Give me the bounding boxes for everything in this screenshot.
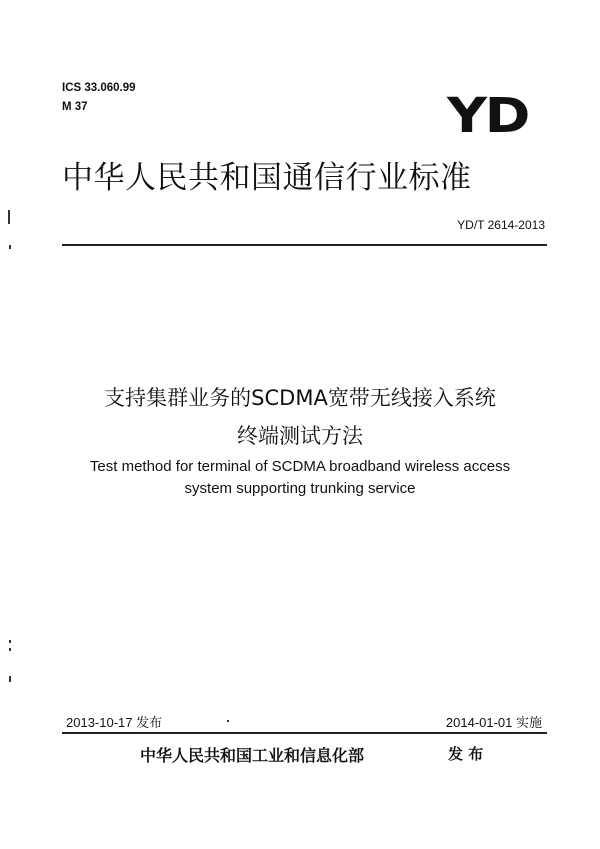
footer-divider bbox=[62, 732, 547, 734]
document-title-cn-line1: 支持集群业务的SCDMA宽带无线接入系统 bbox=[104, 386, 496, 410]
document-title-en-line2: system supporting trunking service bbox=[184, 480, 416, 497]
scan-mark bbox=[9, 245, 11, 249]
ccs-code: M 37 bbox=[62, 101, 88, 113]
yd-logo: YD bbox=[447, 88, 529, 144]
scan-mark bbox=[9, 676, 11, 682]
scan-mark bbox=[9, 640, 11, 643]
standard-category-title: 中华人民共和国通信行业标准 bbox=[62, 160, 472, 196]
ics-code: ICS 33.060.99 bbox=[62, 82, 136, 94]
scan-mark bbox=[227, 720, 229, 722]
scan-mark bbox=[9, 648, 11, 651]
document-title-en-line1: Test method for terminal of SCDMA broadband wireless access bbox=[89, 458, 511, 475]
implement-date: 2014-01-01 实施 bbox=[445, 715, 542, 730]
publish-date: 2013-10-17 发布 bbox=[66, 715, 163, 730]
scan-mark bbox=[8, 210, 10, 224]
standard-number: YD/T 2614-2013 bbox=[457, 218, 545, 232]
issue-label: 发 布 bbox=[448, 745, 484, 763]
header-divider bbox=[62, 244, 547, 246]
document-title-cn-line2: 终端测试方法 bbox=[237, 424, 363, 448]
issuing-authority: 中华人民共和国工业和信息化部 bbox=[140, 746, 365, 765]
